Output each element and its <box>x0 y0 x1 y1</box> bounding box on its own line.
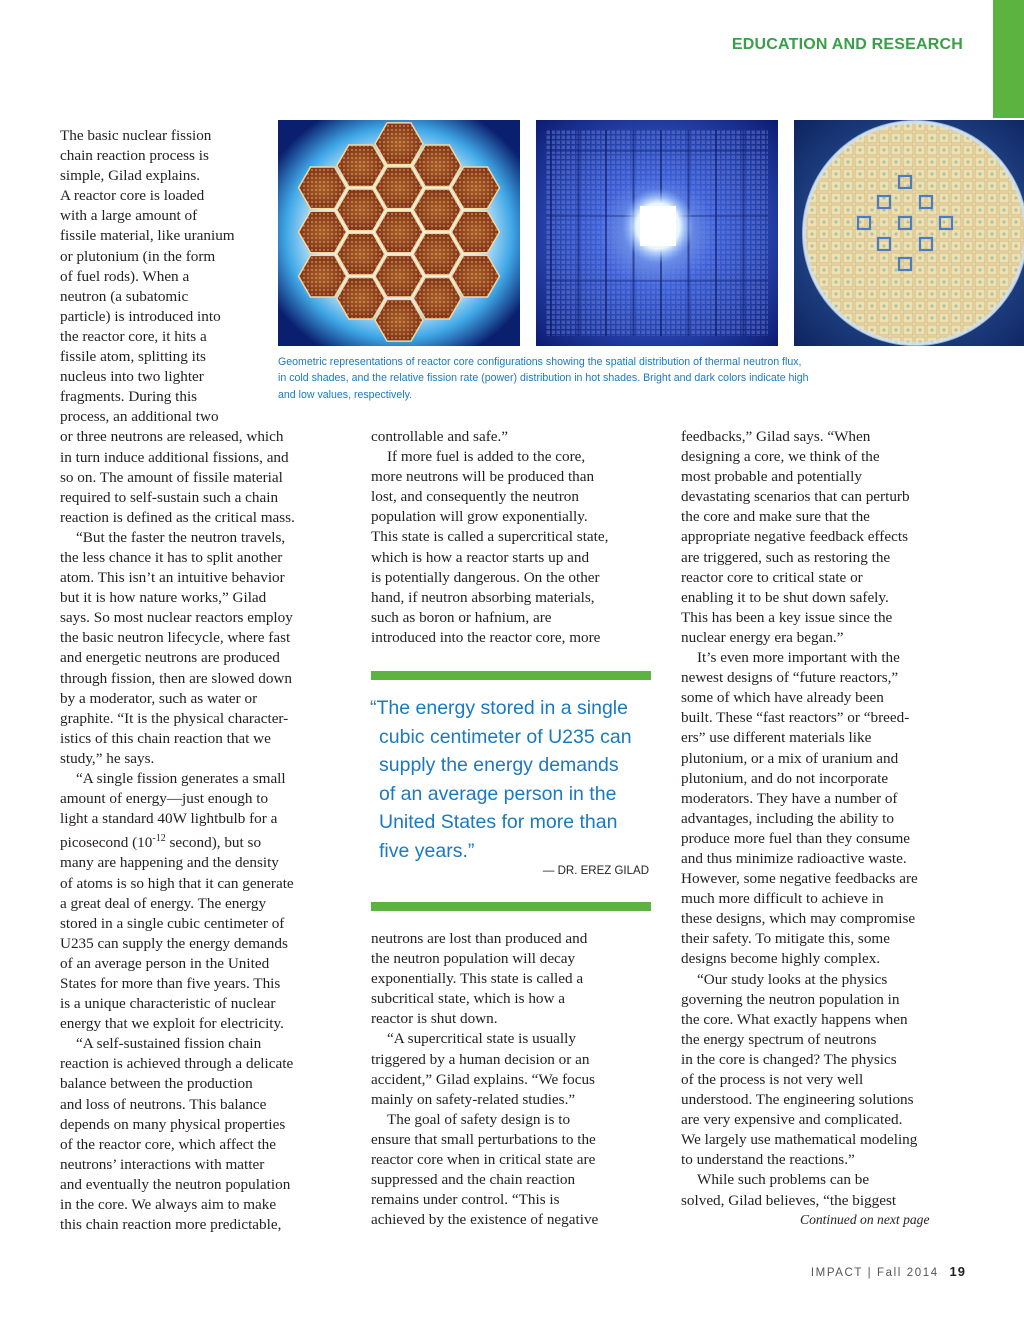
text-line: and eventually the neutron population <box>60 1175 291 1193</box>
text-line: process, an additional two <box>60 408 219 426</box>
text-line: designing a core, we think of the <box>681 448 880 466</box>
text-line: in the core is changed? The physics <box>681 1050 897 1068</box>
text-line: are triggered, such as restoring the <box>681 548 891 566</box>
text-line: lost, and consequently the neutron <box>371 488 579 506</box>
page-footer <box>811 1264 966 1279</box>
body-column-2-top <box>371 427 608 648</box>
text-line: in turn induce additional fissions, and <box>60 448 289 466</box>
text-line: plutonium, and do not incorporate <box>681 769 889 787</box>
text-line: or plutonium (in the form <box>60 247 216 265</box>
text-line: subcritical state, which is how a <box>371 990 566 1008</box>
text-line: a great deal of energy. The energy <box>60 894 267 912</box>
text-line: of atoms is so high that it can generate <box>60 874 294 892</box>
text-line: If more fuel is added to the core, <box>387 448 586 466</box>
body-column-2-bottom <box>371 929 598 1230</box>
pullquote <box>370 694 655 866</box>
text-line: the neutron population will decay <box>371 950 576 968</box>
text-line: U235 can supply the energy demands <box>60 934 288 952</box>
text-line: fragments. During this <box>60 388 198 406</box>
text-line: reactor core to critical state or <box>681 568 863 586</box>
text-line: plutonium, or a mix of uranium and <box>681 749 899 767</box>
text-line: the energy spectrum of neutrons <box>681 1030 877 1048</box>
text-line: understood. The engineering solutions <box>681 1091 914 1109</box>
text-line: so on. The amount of fissile material <box>60 468 283 486</box>
text-line: governing the neutron population in <box>681 990 900 1008</box>
text-line: is potentially dangerous. On the other <box>371 568 600 586</box>
text-line: neutrons’ interactions with matter <box>60 1155 265 1173</box>
text-line: population will grow exponentially. <box>371 508 588 526</box>
text-line: suppressed and the chain reaction <box>371 1171 576 1189</box>
pullquote-bottom-rule <box>371 902 651 911</box>
text-line: which is how a reactor starts up and <box>371 548 590 566</box>
text-line: feedbacks,” Gilad says. “When <box>681 428 871 445</box>
text-line: picosecond ($10^{-12}$ second), but so <box>60 833 262 852</box>
text-line: much more difficult to achieve in <box>681 890 884 908</box>
text-line: moderators. They have a number of <box>681 789 898 807</box>
pullquote-line: five years.” <box>379 839 475 862</box>
text-line: by a moderator, such as water or <box>60 689 258 707</box>
text-line: the reactor core, it hits a <box>60 327 207 345</box>
text-line: of the reactor core, which affect the <box>60 1135 277 1153</box>
text-line: of the process is not very well <box>681 1071 864 1088</box>
text-line: “A supercritical state is usually <box>387 1030 576 1048</box>
hexagonal-core-figure <box>278 120 520 346</box>
text-line: more neutrons will be produced than <box>371 468 595 486</box>
text-line: enabling it to be shut down safely. <box>681 588 889 606</box>
text-line: says. So most nuclear reactors employ <box>60 609 293 627</box>
text-line: and thus minimize radioactive waste. <box>681 849 907 867</box>
text-line: simple, Gilad explains. <box>60 167 201 185</box>
text-line: and energetic neutrons are produced <box>60 649 280 667</box>
text-line: the core and make sure that the <box>681 508 870 526</box>
text-line: nuclear energy era began.” <box>681 628 844 646</box>
pullquote-attribution: — DR. EREZ GILAD <box>542 865 649 877</box>
text-line: nucleus into two lighter <box>60 368 204 386</box>
text-line: the core. What exactly happens when <box>681 1010 908 1028</box>
text-line: It’s even more important with the <box>697 649 900 667</box>
text-line: with a large amount of <box>60 207 198 225</box>
caption-line: Geometric representations of reactor core configurations showing the spatial distribution of thermal neutron flux, <box>278 356 802 368</box>
text-line: reactor is shut down. <box>371 1010 498 1028</box>
text-line: most probable and potentially <box>681 468 862 486</box>
section-title: EDUCATION AND RESEARCH <box>731 36 963 53</box>
text-line: States for more than five years. This <box>60 975 281 992</box>
caption-line: and low values, respectively. <box>278 388 413 401</box>
body-column-3 <box>681 427 918 1211</box>
text-line: neutrons are lost than produced and <box>371 930 588 947</box>
text-line: mainly on safety-related studies.” <box>371 1090 576 1108</box>
text-line: energy that we exploit for electricity. <box>60 1015 284 1033</box>
text-line: ers” use different materials like <box>681 729 872 747</box>
pullquote-line: supply the energy demands <box>379 754 619 777</box>
text-line: of fuel rods). When a <box>60 267 190 285</box>
pullquote-line: “The energy stored in a single <box>370 697 628 719</box>
text-line: light a standard 40W lightbulb for a <box>60 810 278 828</box>
text-line: particle) is introduced into <box>60 307 221 325</box>
text-line: achieved by the existence of negative <box>371 1211 599 1229</box>
text-line: designs become highly complex. <box>681 950 881 968</box>
text-line: appropriate negative feedback effects <box>681 528 908 546</box>
page-number: 19 <box>949 1264 966 1279</box>
body-column-1 <box>60 126 295 1235</box>
circular-core-power-figure <box>794 120 1024 346</box>
text-line: such as boron or hafnium, are <box>371 608 552 626</box>
text-line: study,” he says. <box>60 749 155 767</box>
text-line: This has been a key issue since the <box>681 608 893 626</box>
text-line: the less chance it has to split another <box>60 548 283 566</box>
pullquote-top-rule <box>371 671 651 680</box>
text-line: While such problems can be <box>697 1171 870 1189</box>
text-line: The basic nuclear fission <box>60 127 212 144</box>
text-line: hand, if neutron absorbing materials, <box>371 588 595 606</box>
text-line: but it is how nature works,” Gilad <box>60 589 267 607</box>
text-line: devastating scenarios that can perturb <box>681 488 910 506</box>
text-line: many are happening and the density <box>60 854 279 872</box>
square-lattice-flux-figure <box>536 120 778 346</box>
text-line: depends on many physical properties <box>60 1115 286 1133</box>
text-line: solved, Gilad believes, “the biggest <box>681 1191 897 1209</box>
text-line: neutron (a subatomic <box>60 287 189 305</box>
text-line: produce more fuel than they consume <box>681 829 910 847</box>
pullquote-line: cubic centimeter of U235 can <box>379 725 632 748</box>
magazine-issue: IMPACT | Fall 2014 <box>810 1267 939 1279</box>
text-line: in the core. We always aim to make <box>60 1196 277 1214</box>
text-line: some of which have already been <box>681 689 884 707</box>
text-line: is a unique characteristic of nuclear <box>60 995 276 1013</box>
text-line: “A single fission generates a small <box>76 770 286 787</box>
text-line: reactor core when in critical state are <box>371 1151 596 1169</box>
text-line: fissile atom, splitting its <box>60 348 206 366</box>
text-line: this chain reaction more predictable, <box>60 1216 282 1234</box>
text-line: This state is called a supercritical state, <box>371 528 609 546</box>
text-line: newest designs of “future reactors,” <box>681 669 899 687</box>
text-line: of an average person in the United <box>60 954 270 972</box>
text-line: However, some negative feedbacks are <box>681 870 918 888</box>
text-line: We largely use mathematical modeling <box>681 1131 918 1149</box>
text-line: stored in a single cubic centimeter of <box>60 914 285 932</box>
text-line: reaction is achieved through a delicate <box>60 1055 294 1073</box>
section-color-tab <box>993 0 1024 118</box>
text-line: introduced into the reactor core, more <box>371 628 601 646</box>
text-line: to understand the reactions.” <box>681 1151 855 1169</box>
text-line: atom. This isn’t an intuitive behavior <box>60 569 285 587</box>
text-line: graphite. “It is the physical character- <box>60 709 289 727</box>
text-line: accident,” Gilad explains. “We focus <box>371 1070 595 1088</box>
pullquote-line: of an average person in the <box>379 782 617 805</box>
text-line: required to self-sustain such a chain <box>60 488 279 506</box>
text-line: balance between the production <box>60 1075 253 1093</box>
text-line: and loss of neutrons. This balance <box>60 1095 267 1113</box>
figure-caption <box>278 354 918 403</box>
text-line: are very expensive and complicated. <box>681 1111 903 1129</box>
text-line: ensure that small perturbations to the <box>371 1130 596 1148</box>
text-line: advantages, including the ability to <box>681 809 894 827</box>
text-line: exponentially. This state is called a <box>371 970 584 988</box>
text-line: chain reaction process is <box>60 147 209 165</box>
text-line: fissile material, like uranium <box>60 227 235 245</box>
text-line: istics of this chain reaction that we <box>60 729 271 747</box>
text-line: built. These “fast reactors” or “breed- <box>681 709 910 727</box>
text-line: “Our study looks at the physics <box>697 970 888 988</box>
text-line: The goal of safety design is to <box>387 1110 571 1128</box>
text-line: or three neutrons are released, which <box>60 428 284 446</box>
pullquote-line: United States for more than <box>379 811 618 834</box>
text-line: “But the faster the neutron travels, <box>76 528 286 546</box>
text-line: the basic neutron lifecycle, where fast <box>60 629 291 647</box>
text-line: triggered by a human decision or an <box>371 1050 590 1068</box>
text-line: through fission, then are slowed down <box>60 669 292 687</box>
continued-note: Continued on next page <box>800 1212 930 1227</box>
text-line: “A self-sustained fission chain <box>76 1035 262 1053</box>
text-line: reaction is defined as the critical mass. <box>60 508 295 526</box>
text-line: remains under control. “This is <box>371 1191 560 1209</box>
text-line: their safety. To mitigate this, some <box>681 930 890 948</box>
text-line: amount of energy—just enough to <box>60 790 269 808</box>
caption-line: in cold shades, and the relative fission rate (power) distribution in hot shades. Bright and dark colors indicate high <box>278 372 809 385</box>
text-line: these designs, which may compromise <box>681 910 916 928</box>
text-line: controllable and safe.” <box>371 428 509 445</box>
text-line: A reactor core is loaded <box>60 187 205 205</box>
